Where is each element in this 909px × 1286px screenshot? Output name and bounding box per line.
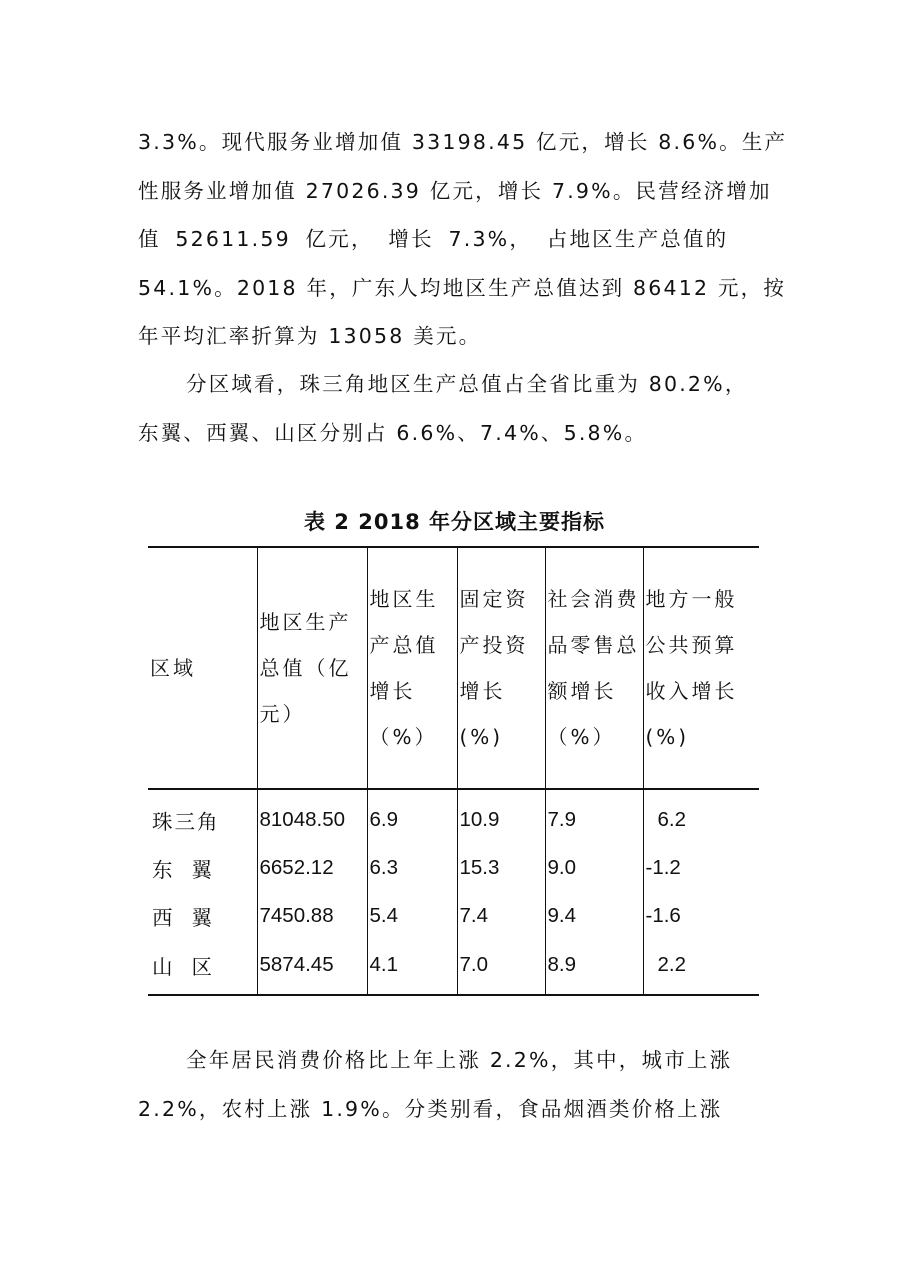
cell-gdp-growth: 5.4 [367, 892, 457, 940]
cell-retail-growth: 9.4 [545, 892, 643, 940]
header-gdp-growth: 地区生产总值增长（%） [367, 547, 457, 789]
cell-region: 东 翼 [152, 858, 215, 882]
text-line: 2.2%，农村上涨 1.9%。分类别看，食品烟酒类价格上涨 [138, 1096, 723, 1121]
cell-retail-growth: 7.9 [545, 789, 643, 844]
cell-revenue-growth: -1.6 [643, 892, 759, 940]
cell-region: 山 区 [148, 940, 257, 995]
cell-gdp: 7450.88 [257, 892, 367, 940]
paragraph-economy [138, 118, 788, 361]
header-region: 区域 [148, 547, 257, 789]
cell-revenue-growth: -1.2 [643, 844, 759, 892]
table-row [148, 789, 759, 844]
text-line: 东翼、西翼、山区分别占 6.6%、7.4%、5.8%。 [138, 420, 648, 445]
cell-investment-growth: 15.3 [457, 844, 545, 892]
table-row [148, 892, 759, 940]
cell-retail-growth: 8.9 [545, 940, 643, 995]
cell-gdp: 6652.12 [257, 844, 367, 892]
text-line: 年平均汇率折算为 13058 美元。 [138, 324, 482, 348]
cell-gdp-growth: 4.1 [367, 940, 457, 995]
text-line: 分区域看，珠三角地区生产总值占全省比重为 80.2%， [186, 372, 748, 396]
cell-gdp: 5874.45 [257, 940, 367, 995]
table-row [148, 940, 759, 995]
cell-retail-growth: 9.0 [545, 844, 643, 892]
cell-investment-growth: 10.9 [457, 789, 545, 844]
cell-revenue-growth: 2.2 [643, 940, 759, 995]
cell-investment-growth: 7.0 [457, 940, 545, 995]
text-line: 全年居民消费价格比上年上涨 2.2%，其中，城市上涨 [186, 1048, 733, 1072]
cell-investment-growth: 7.4 [457, 892, 545, 940]
cell-revenue-growth: 6.2 [643, 789, 759, 844]
cell-region: 西 翼 [152, 906, 215, 930]
table-header-row [148, 547, 759, 789]
header-gdp: 地区生产总值（亿元） [257, 547, 367, 789]
regional-indicators-table [148, 546, 759, 996]
text-line: 54.1%。2018 年，广东人均地区生产总值达到 86412 元，按 [138, 275, 787, 300]
header-budget-revenue-growth: 地方一般公共预算收入增长(%) [643, 547, 759, 789]
cell-gdp: 81048.50 [257, 789, 367, 844]
table-title: 表 2 2018 年分区域主要指标 [304, 510, 605, 534]
header-retail-sales-growth: 社会消费品零售总额增长（%） [545, 547, 643, 789]
paragraph-region-share [138, 360, 772, 457]
cell-gdp-growth: 6.3 [367, 844, 457, 892]
text-line: 性服务业增加值 27026.39 亿元，增长 7.9%。民营经济增加 [138, 178, 772, 203]
cell-gdp-growth: 6.9 [367, 789, 457, 844]
cell-region: 珠三角 [152, 810, 220, 834]
table-row [148, 844, 759, 892]
paragraph-cpi [138, 1036, 772, 1133]
header-fixed-investment-growth: 固定资产投资增长(%) [457, 547, 545, 789]
text-line: 3.3%。现代服务业增加值 33198.45 亿元，增长 8.6%。生产 [138, 130, 788, 154]
text-line: 值 52611.59 亿元， 增长 7.3%， 占地区生产总值的 [138, 227, 729, 251]
